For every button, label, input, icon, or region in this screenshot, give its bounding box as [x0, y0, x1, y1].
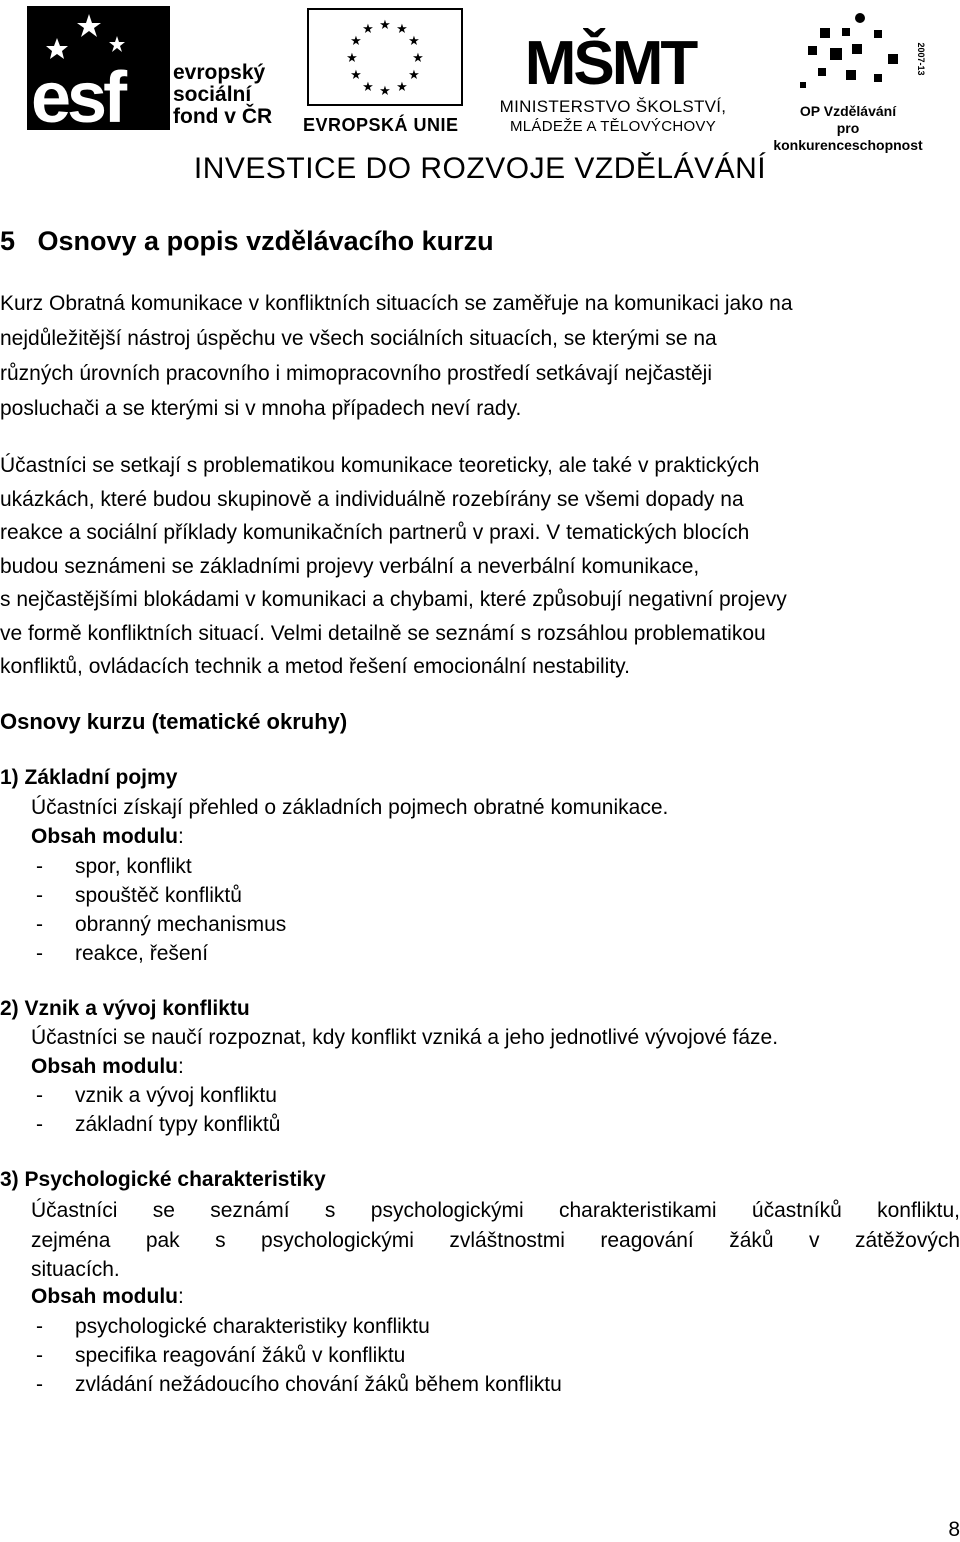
svg-text:★: ★ [379, 84, 391, 99]
op-year: 2007-13 [916, 42, 926, 76]
module-3-item: - specifika reagování žáků v konfliktu [36, 1344, 406, 1367]
msmt-label: MINISTERSTVO ŠKOLSTVÍ, MLÁDEŽE A TĚLOVÝCHOVY [499, 97, 727, 135]
svg-text:★: ★ [396, 22, 408, 37]
svg-text:★: ★ [396, 80, 408, 95]
module-3-title: 3) Psychologické charakteristiky [0, 1168, 326, 1191]
module-2-item: - vznik a vývoj konfliktu [36, 1084, 277, 1107]
op-label: OP Vzdělávání pro konkurenceschopnost [773, 103, 923, 153]
module-1-title: 1) Základní pojmy [0, 766, 178, 789]
module-1-item: - spouštěč konfliktů [36, 884, 242, 907]
module-2-title: 2) Vznik a vývoj konfliktu [0, 997, 250, 1020]
module-2-obsah-label: Obsah modulu: [31, 1055, 184, 1078]
svg-text:★: ★ [379, 18, 391, 33]
svg-text:★: ★ [350, 68, 362, 83]
module-2-desc: Účastníci se naučí rozpoznat, kdy konflikt vzniká a jeho jednotlivé vývojové fáze. [31, 1026, 779, 1049]
svg-text:★: ★ [362, 80, 374, 95]
eu-flag-icon [307, 8, 463, 106]
investice-banner: INVESTICE DO ROZVOJE VZDĚLÁVÁNÍ [193, 152, 767, 185]
page-number: 8 [948, 1518, 960, 1541]
eu-label: EVROPSKÁ UNIE [303, 115, 459, 135]
module-3-item: - zvládání nežádoucího chování žáků během konfliktu [36, 1373, 562, 1396]
module-1-desc: Účastníci získají přehled o základních pojmech obratné komunikace. [31, 796, 669, 819]
module-2-item: - základní typy konfliktů [36, 1113, 281, 1136]
description-paragraph: Účastníci se setkají s problematikou komunikace teoreticky, ale také v praktických ukázkách, které budou skupinově a individuálně rozebírány se všemi dopady na reakce a sociální příklady komunikačních partnerů v praxi. V tematických blocích budou seznámeni se základními projevy verbální a neverbální komunikace, s nejčastějšími blokádami v komunikaci a chybami, které způsobují negativní projevy ve formě konfliktních situací. Velmi detailně se seznámí s rozsáhlou problematikou konfliktů, ovládacích technik a metod řešení emocionální nestability. [0, 454, 787, 678]
esf-logo-mark [27, 6, 170, 138]
esf-text: evropský sociální fond v ČR [173, 61, 273, 128]
svg-text:★: ★ [346, 51, 358, 66]
module-3-obsah-label: Obsah modulu: [31, 1285, 184, 1308]
module-3-item: - psychologické charakteristiky konfliktu [36, 1315, 430, 1338]
svg-text:★: ★ [362, 22, 374, 37]
intro-paragraph: Kurz Obratná komunikace v konfliktních situacích se zaměřuje na komunikaci jako na nejdůležitější nástroj úspěchu ve všech sociálních situacích, se kterými se na různých úrovních pracovního i mimopracovního prostředí setkávají nejčastěji posluchači a se kterými si v mnoha případech neví rady. [0, 292, 793, 420]
module-1-item: - obranný mechanismus [36, 913, 287, 936]
op-logo [790, 4, 932, 100]
svg-text:★: ★ [412, 51, 424, 66]
osnovy-title: Osnovy kurzu (tematické okruhy) [0, 709, 348, 734]
section-title: 5 Osnovy a popis vzdělávacího kurzu [0, 226, 494, 256]
msmt-logo-letters: MŠMT [524, 29, 696, 98]
msmt-logo [524, 6, 696, 98]
module-1-item: - spor, konflikt [36, 855, 192, 878]
esf-logo [27, 6, 170, 138]
svg-text:★: ★ [408, 34, 420, 49]
module-1-obsah-label: Obsah modulu: [31, 825, 184, 848]
module-3-desc: Účastníci se seznámí s psychologickými charakteristikami účastníků konfliktu, zejména pak s psychologickými zvláštnostmi reagování žáků v zátěžových situacích. [31, 1199, 960, 1281]
esf-logo-letters: esf [31, 58, 124, 138]
module-1-item: - reakce, řešení [36, 942, 209, 965]
svg-text:★: ★ [408, 68, 420, 83]
svg-text:★: ★ [350, 34, 362, 49]
